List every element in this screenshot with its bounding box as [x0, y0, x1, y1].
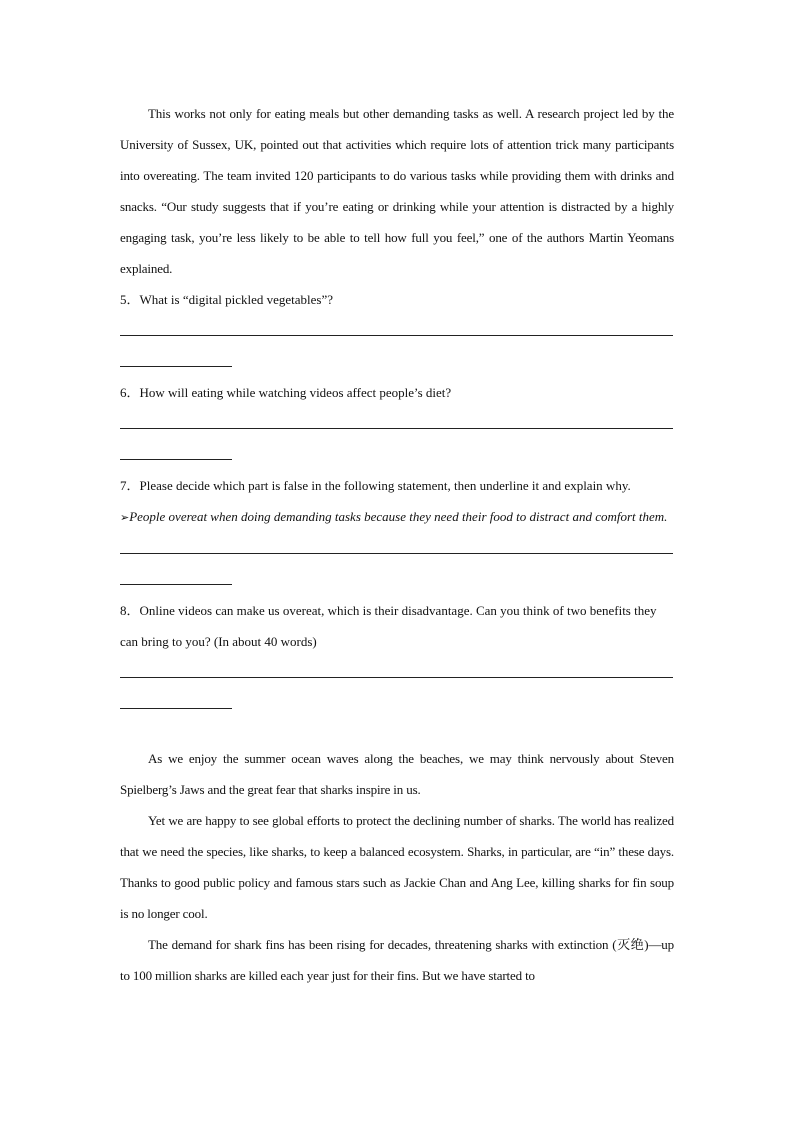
question-6 [120, 377, 674, 408]
question-number: 7． [120, 478, 140, 493]
question-number: 6． [120, 385, 140, 400]
answer-line-short [120, 708, 232, 709]
passage2-paragraph-3: The demand for shark fins has been rising for decades, threatening sharks with extinction (灭绝)—up to 100 million sharks are killed each year just for their fins. But we have started to [120, 937, 674, 983]
answer-line-short [120, 459, 232, 460]
question-text: How will eating while watching videos affect people’s diet? [139, 385, 452, 400]
passage1-paragraph: This works not only for eating meals but other demanding tasks as well. A research project led by the University of Sussex, UK, pointed out that activities which require lots of attention trick many participants into overeating. The team invited 120 participants to do various tasks while providing them with drinks and snacks. “Our study suggests that if you’re eating or drinking while your attention is distracted by a highly engaging task, you’re less likely to be able to tell how full you feel,” one of the authors Martin Yeomans explained. [120, 106, 674, 276]
passage2-paragraph-2: Yet we are happy to see global efforts to protect the declining number of sharks. The world has realized that we need the species, like sharks, to keep a balanced ecosystem. Sharks, in particular, are “in” these days. Thanks to good public policy and famous stars such as Jackie Chan and Ang Lee, killing sharks for fin soup is no longer cool. [120, 813, 674, 921]
answer-line [120, 335, 673, 336]
answer-area-8[interactable] [120, 657, 674, 719]
question-number: 8． [120, 603, 140, 618]
statement-text: People overeat when doing demanding tasks because they need their food to distract and comfort them. [129, 509, 668, 524]
question-text: Online videos can make us overeat, which is their disadvantage. Can you think of two benefits they can bring to you? (In about 40 words) [120, 603, 657, 649]
answer-line [120, 553, 673, 554]
question-7 [120, 470, 674, 501]
question-8 [120, 595, 674, 657]
section-gap [120, 719, 674, 743]
question-5 [120, 284, 674, 315]
question-text: What is “digital pickled vegetables”? [139, 292, 333, 307]
question-number: 5． [120, 292, 140, 307]
answer-line [120, 677, 673, 678]
answer-line-short [120, 366, 232, 367]
answer-area-7[interactable] [120, 533, 674, 595]
passage2-paragraph-1: As we enjoy the summer ocean waves along the beaches, we may think nervously about Steven Spielberg’s Jaws and the great fear that sharks inspire in us. [120, 751, 674, 797]
answer-line-short [120, 584, 232, 585]
answer-area-6[interactable] [120, 408, 674, 470]
arrow-bullet-icon: ➢ [120, 511, 130, 524]
statement [120, 501, 674, 533]
question-text: Please decide which part is false in the following statement, then underline it and explain why. [139, 478, 631, 493]
document-page [120, 98, 674, 991]
answer-area-5[interactable] [120, 315, 674, 377]
answer-line [120, 428, 673, 429]
